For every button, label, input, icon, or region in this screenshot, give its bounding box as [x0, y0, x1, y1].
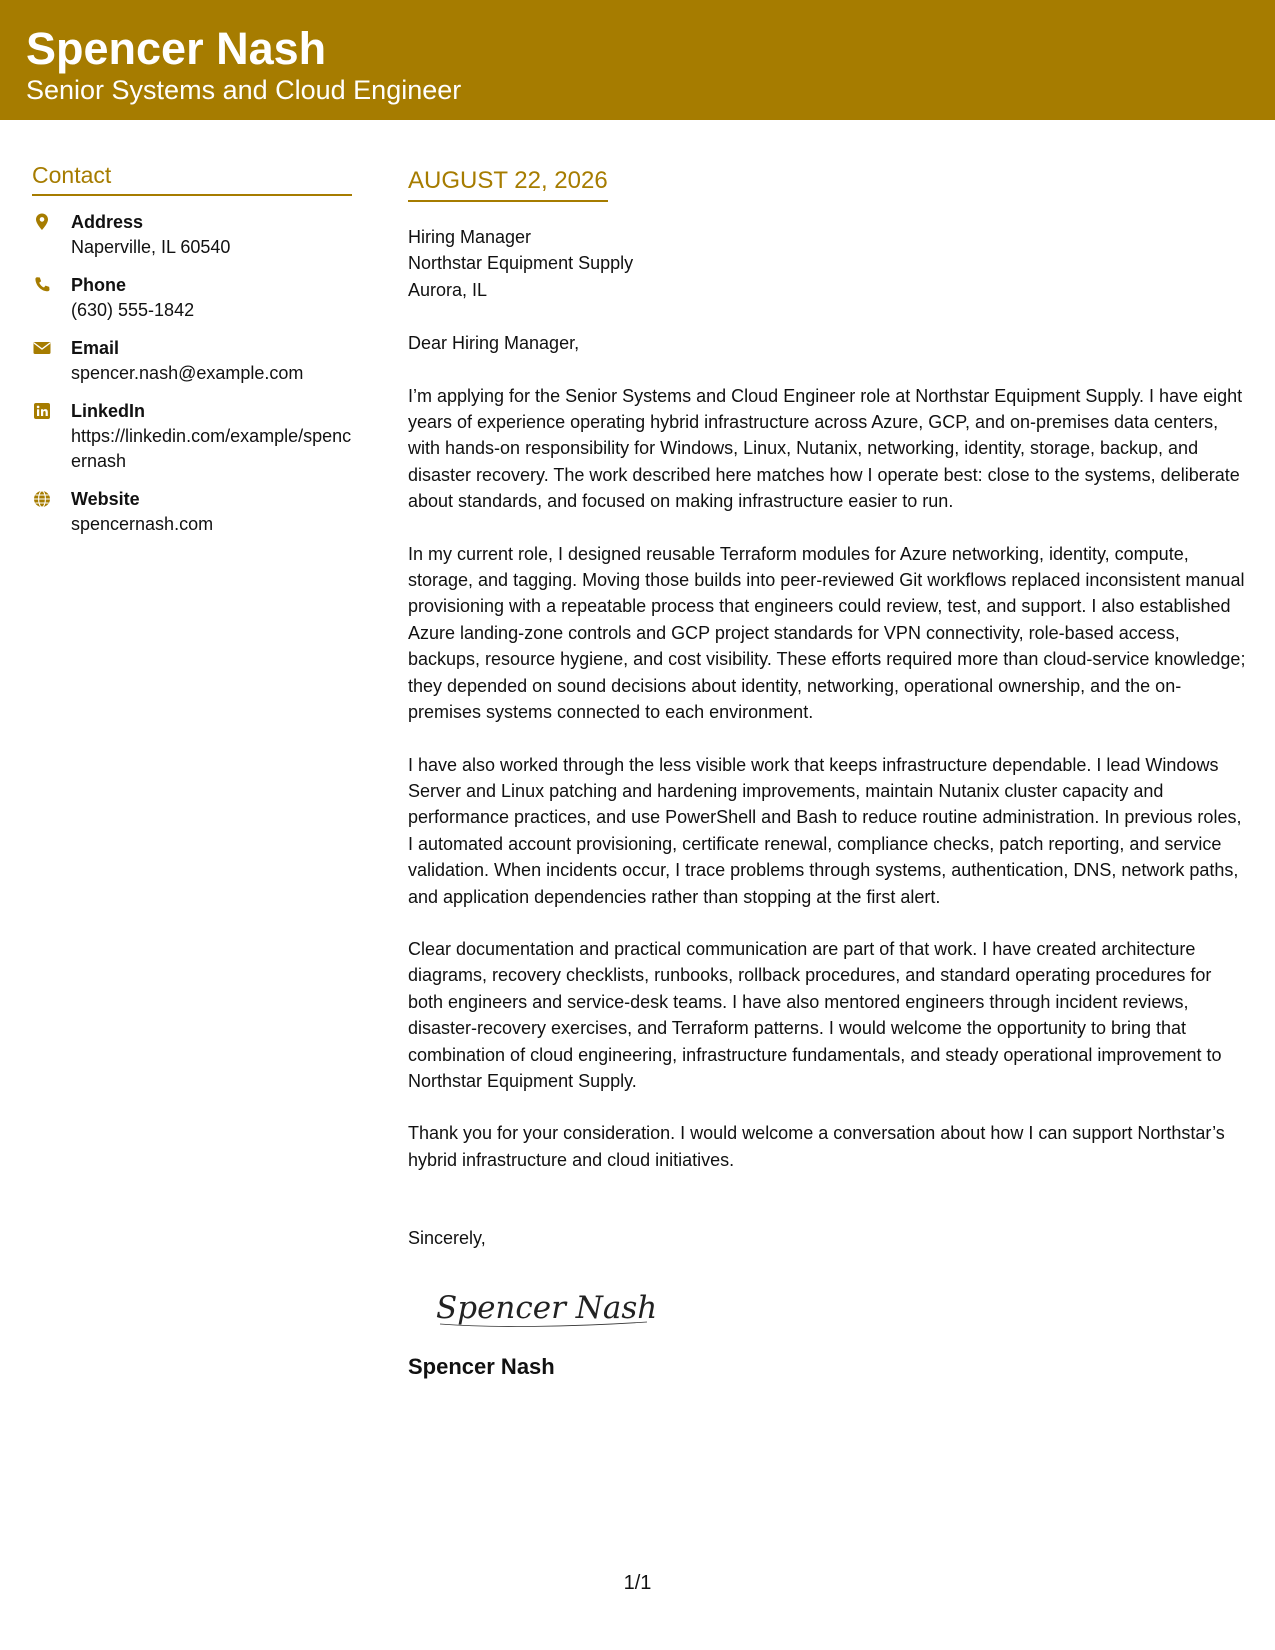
linkedin-icon [32, 401, 52, 421]
globe-icon [32, 489, 52, 509]
letter-paragraph: Thank you for your consideration. I would welcome a conversation about how I can support Northstar’s hybrid infrastructure and cloud initiatives. [408, 1123, 1225, 1170]
website-label: Website [71, 489, 140, 509]
date-block [408, 165, 608, 202]
signature-text: Spencer Nash [436, 1289, 658, 1326]
recipient-line: Hiring Manager [408, 227, 532, 247]
email-label: Email [71, 338, 120, 358]
letter-date: AUGUST 22, 2026 [408, 167, 608, 194]
contact-email [32, 335, 352, 386]
page-number: 1/1 [623, 1572, 652, 1594]
contact-sidebar [32, 160, 352, 549]
phone-icon [32, 275, 52, 295]
applicant-name: Spencer Nash [26, 23, 327, 74]
phone-value: (630) 555-1842 [71, 300, 195, 320]
phone-label: Phone [71, 275, 127, 295]
contact-address [32, 209, 352, 260]
contact-phone [32, 272, 352, 323]
letter-paragraph: In my current role, I designed reusable Terraform modules for Azure networking, identity, compute, storage, and tagging. Moving those builds into peer-reviewed Git workflows replaced inconsistent manual provisioning with a repeatable process that engineers could review, test, and support. I also established Azure landing-zone controls and GCP project standards for VPN connectivity, role-based access, backups, resource hygiene, and cost visibility. These efforts required more than cloud-service knowledge; they depended on sound decisions about identity, networking, operational ownership, and the on-premises systems connected to each environment. [408, 543, 1246, 723]
letter-body [408, 165, 1248, 1382]
address-label: Address [71, 212, 144, 232]
linkedin-value[interactable]: https://linkedin.com/example/spencernash [71, 426, 352, 471]
recipient-line: Aurora, IL [408, 279, 488, 300]
letter-paragraph: I have also worked through the less visible work that keeps infrastructure dependable. I lead Windows Server and Linux patching and hardening improvements, maintain Nutanix cluster capacity and performance practices, and use PowerShell and Bash to reduce routine administration. In previous roles, I automated account provisioning, certificate renewal, compliance checks, patch reporting, and service validation. When incidents occur, I trace problems through systems, authentication, DNS, network paths, and application dependencies rather than stopping at the first alert. [408, 754, 1242, 907]
envelope-icon [32, 338, 52, 358]
contact-linkedin [32, 398, 352, 474]
signer-name: Spencer Nash [408, 1353, 555, 1379]
salutation: Dear Hiring Manager, [408, 333, 580, 354]
website-value[interactable]: spencernash.com [71, 514, 214, 534]
signature-image [432, 1278, 662, 1334]
closing: Sincerely, [408, 1228, 486, 1249]
header-banner [0, 0, 1275, 120]
applicant-title: Senior Systems and Cloud Engineer [26, 75, 462, 105]
contact-heading: Contact [32, 160, 352, 196]
letter-paragraph: Clear documentation and practical communication are part of that work. I have created architecture diagrams, recovery checklists, runbooks, rollback procedures, and standard operating procedures for both engineers and service-desk teams. I have also mentored engineers through incident reviews, disaster-recovery exercises, and Terraform patterns. I would welcome the opportunity to bring that combination of cloud engineering, infrastructure fundamentals, and steady operational improvement to Northstar Equipment Supply. [408, 938, 1222, 1091]
map-pin-icon [32, 212, 52, 232]
linkedin-label: LinkedIn [71, 401, 146, 421]
address-value: Naperville, IL 60540 [71, 237, 231, 257]
recipient-line: Northstar Equipment Supply [408, 253, 634, 274]
email-value: spencer.nash@example.com [71, 363, 304, 383]
letter-paragraph: I’m applying for the Senior Systems and Cloud Engineer role at Northstar Equipment Supply. I have eight years of experience operating hybrid infrastructure across Azure, GCP, and on-premises data centers, with hands-on responsibility for Windows, Linux, Nutanix, networking, identity, storage, backup, and disaster recovery. The work described here matches how I operate best: close to the systems, deliberate about standards, and focused on making infrastructure easier to run. [408, 385, 1243, 512]
contact-list [32, 209, 352, 537]
recipient-block [408, 224, 1248, 303]
contact-website [32, 486, 352, 537]
